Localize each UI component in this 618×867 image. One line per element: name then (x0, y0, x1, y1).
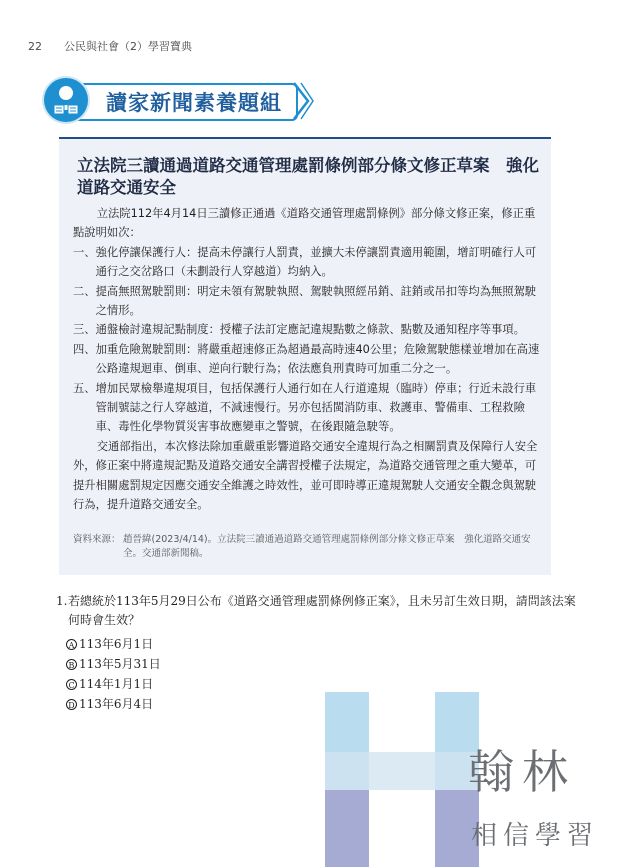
option-letter: C (66, 679, 77, 690)
option-letter: B (66, 659, 77, 670)
news-closing: 交通部指出，本次修法除加重嚴重影響道路交通安全違規行為之相關罰責及保障行人安全外，修正案中將違規記點及道路交通安全講習授權子法規定，為道路交通管理之重大變革，可提升相關處罰規定因應交通安全維護之時效性，並可即時導正違規駕駛人交通安全觀念與駕駛行為，提升道路交通安全。 (73, 439, 538, 512)
news-item-text: 強化停讓保護行人：提高未停讓行人罰責，並擴大未停讓罰責適用範圍，增訂明確行人可通行之交岔路口（未劃設行人穿越道）均納入。 (95, 245, 537, 279)
brand-name: 翰林 (468, 745, 576, 799)
option-letter: D (66, 699, 77, 710)
option-text: 114年1月1日 (79, 676, 154, 691)
banner-title: 讀家新聞素養題組 (106, 91, 282, 115)
option-letter: A (66, 639, 77, 650)
news-item-number: 五、 (73, 381, 96, 395)
source-text: 趙晉緯(2023/4/14)。立法院三讀通過道路交通管理處罰條例部分條文修正草案 強化道路交通安全。交通部新聞稿。 (123, 534, 531, 559)
question-text: 若總統於113年5月29日公布《道路交通管理處罰條例修正案》，且未另訂生效日期，請問該法案何時會生效？ (68, 594, 576, 627)
source-label: 資料來源： (73, 534, 121, 545)
page-number: 22 (28, 40, 42, 53)
brand-slogan: 相信學習 (471, 821, 600, 851)
option-text: 113年6月1日 (79, 636, 154, 651)
news-item-text: 增加民眾檢舉違規項目，包括保護行人通行如在人行道違規（臨時）停車；行近未設行車管制號誌之行人穿越道，不減速慢行。另亦包括閩消防車、救護車、警備車、工程救險車、毒性化學物質災害事故應變車之警號，在後跟隨急駛等。 (95, 381, 537, 434)
news-item-text: 提高無照駕駛罰則：明定未領有駕駛執照、駕駛執照經吊銷、註銷或吊扣等均為無照駕駛之情形。 (95, 284, 537, 318)
news-item-number: 三、 (73, 323, 96, 337)
news-item-number: 一、 (73, 245, 96, 259)
news-item-number: 四、 (73, 342, 96, 356)
option-text: 113年6月4日 (79, 696, 154, 711)
news-intro: 立法院112年4月14日三讀修正通過《道路交通管理處罰條例》部分條文修正案，修正重點說明如次： (73, 207, 536, 240)
news-item-text: 加重危險駕駛罰則：將嚴重超速修正為超過最高時速40公里；危險駕駛態樣並增加在高速公路違規迴車、倒車、逆向行駛行為；依法應負刑責時可加重二分之一。 (95, 342, 540, 376)
news-item-text: 通盤檢討違規記點制度：授權子法訂定應記違規點數之條款、點數及通知程序等事項。 (95, 323, 525, 337)
question-number: 1. (56, 594, 68, 608)
option-text: 113年5月31日 (79, 656, 161, 671)
book-title: 公民與社會（2）學習寶典 (64, 40, 192, 53)
news-headline: 立法院三讀通過道路交通管理處罰條例部分條文修正草案 強化道路交通安全 (77, 156, 539, 197)
news-item-number: 二、 (73, 284, 96, 298)
